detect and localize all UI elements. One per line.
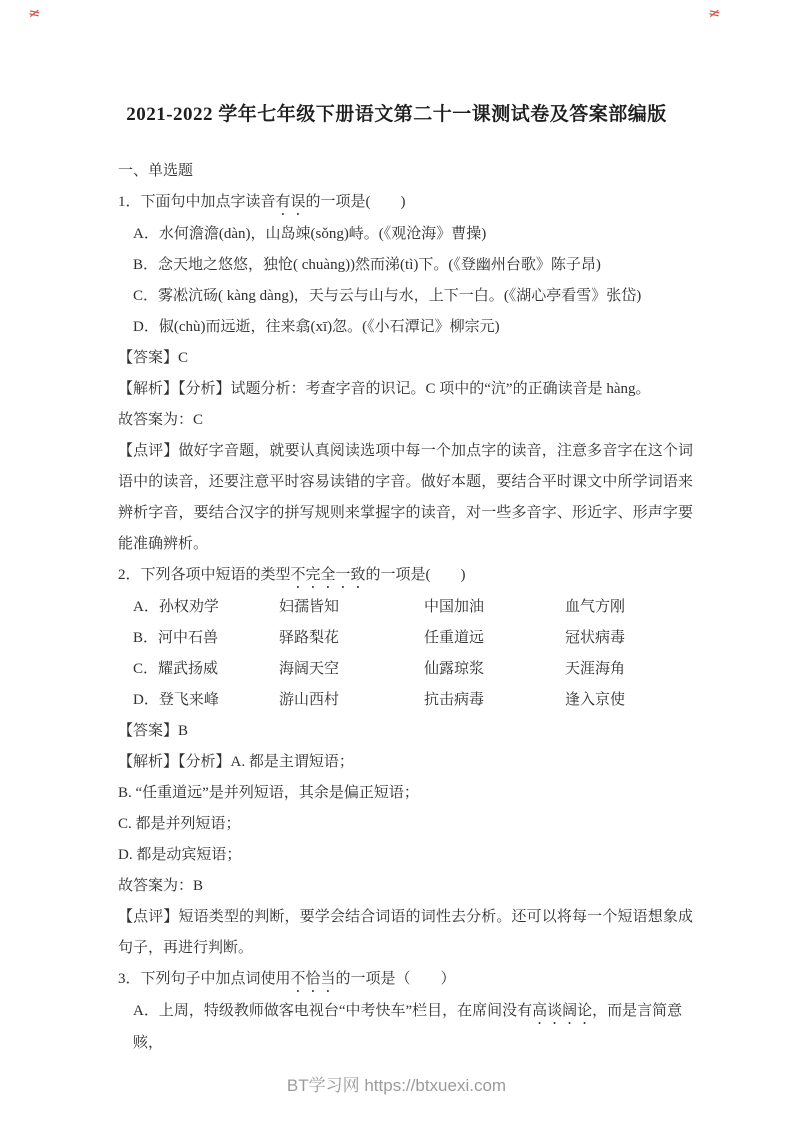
q1-stem-post: 的一项是( ) (305, 194, 406, 210)
q1-comment: 【点评】做好字音题，就要认真阅读选项中每一个加点字的读音，注意多音字在这个词语中的读音，还要注意平时容易读错的字音。做好本题，要结合平时课文中所学词语来辨析字音，要结合汉字的拼写规则来掌握字的读音，对一些多音字、形近字、形声字要能准确辨析。 (118, 443, 693, 552)
q2-stem-pre: 2．下列各项中短语的类型 (118, 567, 291, 583)
q3-stem-post: 的一项是（ ） (335, 971, 456, 987)
q1-option-a: A．水何澹澹(dàn)，山岛竦(sǒng)峙。(《观沧海》曹操) (133, 226, 487, 242)
q2-d-phrase-3: 抗击病毒 (424, 692, 485, 708)
q3-option-a (118, 996, 693, 1059)
site-watermark-link[interactable]: BT学习网 https://btxuexi.com (286, 1076, 507, 1095)
q1-option-d: D．俶(chù)而远逝，往来翕(xī)忽。(《小石潭记》柳宗元) (133, 319, 500, 335)
q2-conclusion: 故答案为：B (118, 878, 204, 894)
q2-b-phrase-3: 任重道远 (424, 630, 485, 646)
section-heading: 一、单选题 (118, 163, 194, 179)
q2-a-phrase-1: A．孙权劝学 (133, 599, 219, 615)
q2-option-row-d (133, 685, 693, 716)
q3-stem-pre: 3．下列句子中加点词使用 (118, 971, 291, 987)
q2-option-row-c (133, 654, 693, 685)
q3-a-pre: A．上周，特级教师做客电视台“中考快车”栏目，在席间没有 (133, 1003, 533, 1019)
q2-a-phrase-4: 血气方刚 (565, 599, 626, 615)
q2-options-table (118, 592, 693, 716)
q1-stem-pre: 1．下面句中加点字读音 (118, 194, 276, 210)
q1-answer: 【答案】C (118, 350, 189, 366)
q2-d-phrase-4: 逢入京使 (565, 692, 626, 708)
q2-answer: 【答案】B (118, 723, 189, 739)
q3-a-post: ，而是言简意赅， (133, 1003, 683, 1051)
question-3-stem (118, 964, 693, 996)
q2-d-phrase-2: 游山西村 (279, 692, 340, 708)
page-title: 2021-2022 学年七年级下册语文第二十一课测试卷及答案部编版 (126, 104, 667, 125)
q3-a-emphasis: 高谈阔论 (532, 1003, 593, 1019)
q2-stem-post: 的一项是( ) (365, 567, 466, 583)
q2-b-phrase-2: 驿路梨花 (279, 630, 340, 646)
q2-option-row-b (133, 623, 693, 654)
document-body (118, 156, 693, 1059)
q1-option-b: B．念天地之悠悠，独怆( chuàng))然而涕(tì)下。(《登幽州台歌》陈子昂) (133, 257, 601, 273)
question-2-stem (118, 560, 693, 592)
q2-analysis-a: 【解析】【分析】A. 都是主谓短语； (118, 754, 354, 770)
q2-option-row-a (133, 592, 693, 623)
q1-stem-emphasis: 有误 (275, 194, 306, 210)
q2-comment: 【点评】短语类型的判断，要学会结合词语的词性去分析。还可以将每一个短语想象成句子，再进行判断。 (118, 909, 693, 956)
question-1-stem (118, 187, 693, 219)
q2-c-phrase-1: C．耀武扬威 (133, 661, 219, 677)
q2-analysis-c: C. 都是并列短语； (118, 816, 241, 832)
q2-a-phrase-2: 妇孺皆知 (279, 599, 340, 615)
q3-stem-emphasis: 不恰当 (290, 971, 336, 987)
q2-b-phrase-1: B．河中石兽 (133, 630, 219, 646)
q2-analysis-d: D. 都是动宾短语； (118, 847, 242, 863)
q2-c-phrase-4: 天涯海角 (565, 661, 626, 677)
q2-stem-emphasis: 不完全一致 (290, 567, 366, 583)
q1-analysis: 【解析】【分析】试题分析：考查字音的识记。C 项中的“沆”的正确读音是 hàng。 (118, 381, 651, 397)
q2-analysis-b: B. “任重道远”是并列短语，其余是偏正短语； (118, 785, 419, 801)
q2-c-phrase-3: 仙露琼浆 (424, 661, 485, 677)
q2-c-phrase-2: 海阔天空 (279, 661, 340, 677)
q2-b-phrase-4: 冠状病毒 (565, 630, 626, 646)
q2-a-phrase-3: 中国加油 (424, 599, 485, 615)
q1-conclusion: 故答案为：C (118, 412, 204, 428)
q1-option-c: C．雾凇沆砀( kàng dàng)，天与云与山与水，上下一白。(《湖心亭看雪》张岱) (133, 288, 642, 304)
q2-d-phrase-1: D．登飞来峰 (133, 692, 219, 708)
red-scribble-left-icon: ≠ (26, 2, 43, 24)
red-scribble-right-icon: ≠ (706, 2, 723, 24)
